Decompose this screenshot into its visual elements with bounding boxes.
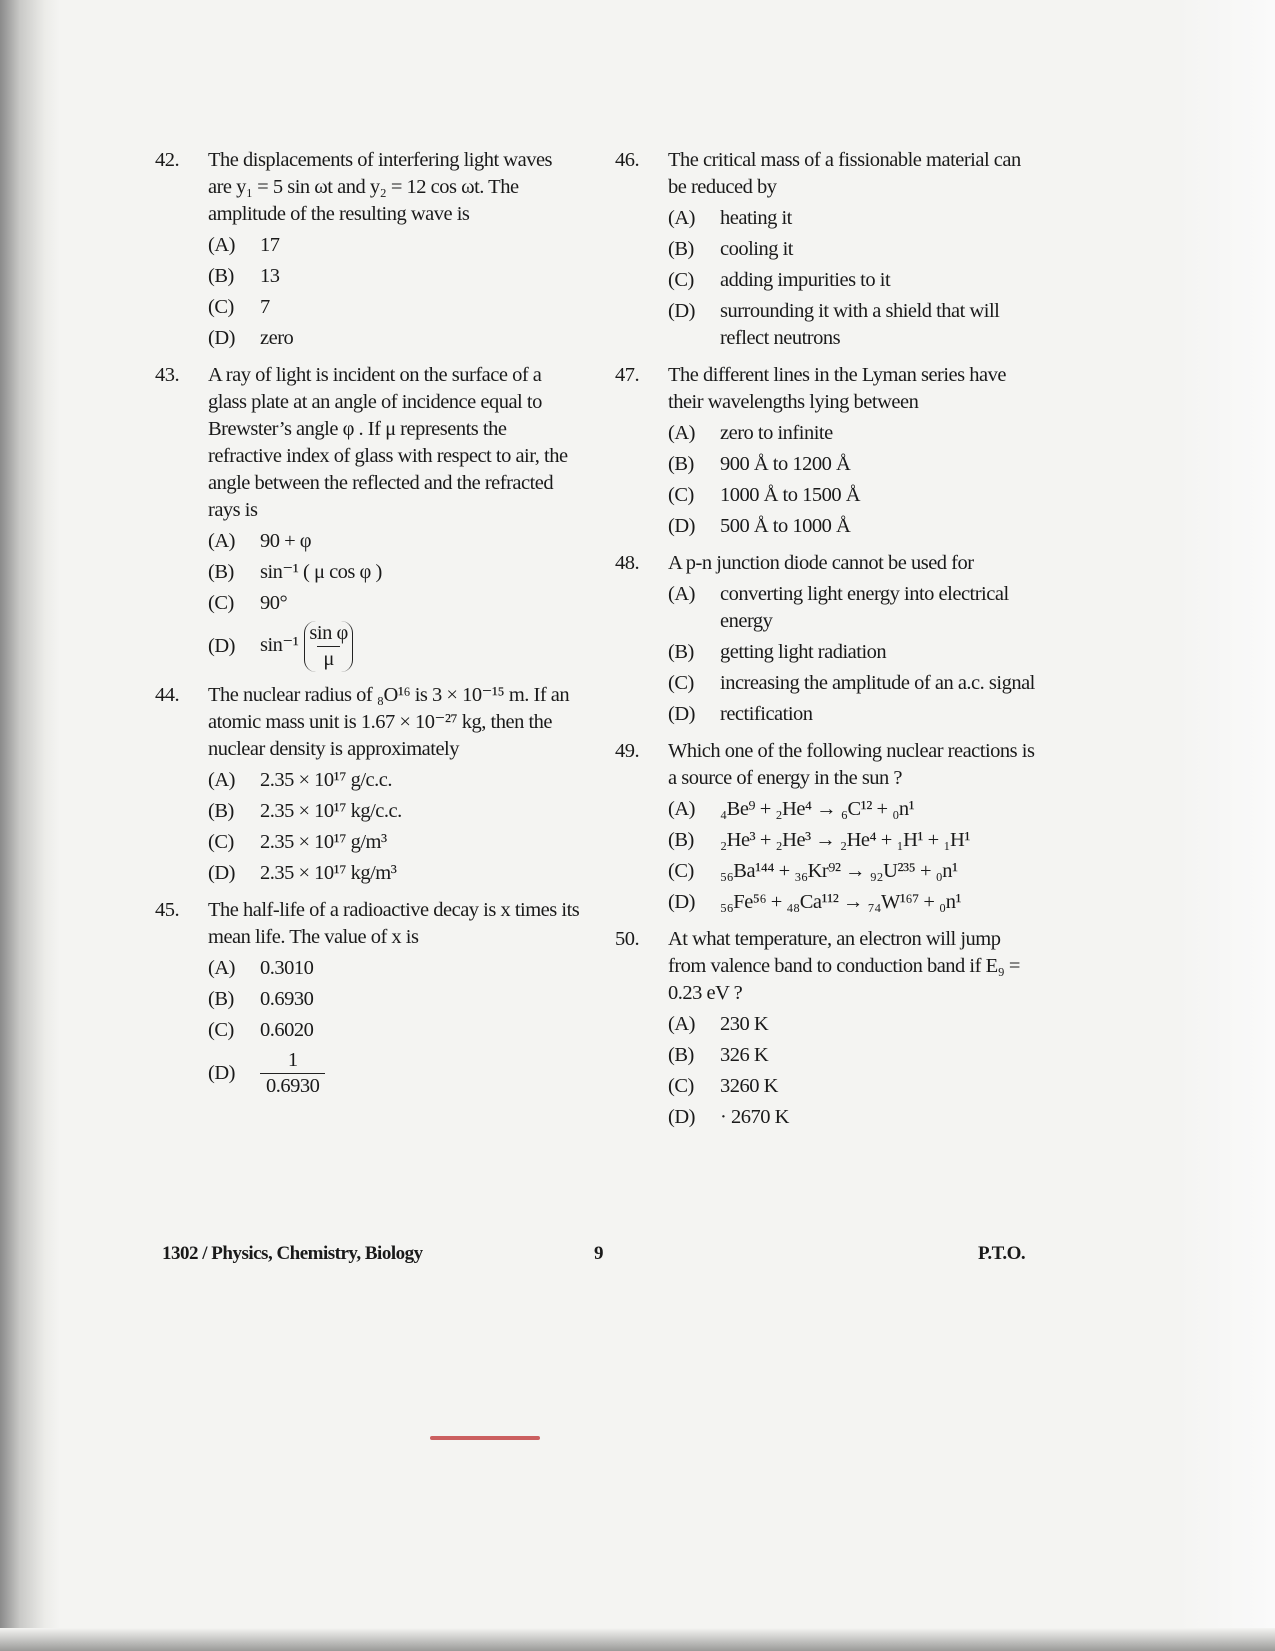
option-label: (A) bbox=[208, 530, 235, 552]
question-43 bbox=[155, 362, 580, 672]
option-value: sin⁻¹ ( μ cos φ ) bbox=[260, 561, 382, 583]
option-value: 230 K bbox=[720, 1013, 769, 1035]
option-text bbox=[720, 889, 1040, 916]
option-label: (C) bbox=[208, 1019, 234, 1041]
option-text bbox=[720, 267, 1040, 294]
fraction-denominator: 0.6930 bbox=[260, 1073, 325, 1099]
question-45 bbox=[155, 897, 580, 1099]
answer-option bbox=[668, 1073, 1040, 1100]
answer-option bbox=[668, 1042, 1040, 1069]
answer-option bbox=[208, 955, 580, 982]
question-number: 43. bbox=[155, 364, 180, 386]
option-text bbox=[260, 559, 580, 586]
option-label: (B) bbox=[208, 561, 234, 583]
answer-option bbox=[668, 827, 1040, 854]
answer-option bbox=[668, 858, 1040, 885]
option-label: (D) bbox=[208, 1062, 235, 1084]
option-text bbox=[720, 451, 1040, 478]
question-number: 46. bbox=[615, 149, 640, 171]
fraction-numerator: sin φ bbox=[309, 622, 348, 644]
question-number: 44. bbox=[155, 684, 180, 706]
option-value: 1000 Å to 1500 Å bbox=[720, 484, 861, 506]
answer-option bbox=[668, 581, 1040, 635]
option-text bbox=[260, 986, 580, 1013]
option-text bbox=[720, 420, 1040, 447]
option-value: 7 bbox=[260, 296, 270, 318]
option-text bbox=[720, 1042, 1040, 1069]
option-label: (D) bbox=[668, 300, 695, 322]
option-label: (C) bbox=[668, 860, 694, 882]
answer-option bbox=[208, 767, 580, 794]
option-value: · 2670 K bbox=[720, 1106, 789, 1128]
answer-option bbox=[208, 590, 580, 617]
option-value: 500 Å to 1000 Å bbox=[720, 515, 851, 537]
answer-option bbox=[668, 670, 1040, 697]
option-label: (C) bbox=[208, 592, 234, 614]
question-stem: The displacements of interfering light waves are y₁ = 5 sin ωt and y₂ = 12 cos ωt. The amplitude of the resulting wave is bbox=[208, 149, 553, 225]
option-label: (A) bbox=[668, 1013, 695, 1035]
option-text bbox=[260, 860, 580, 887]
option-value: getting light radiation bbox=[720, 641, 887, 663]
option-label: (B) bbox=[208, 800, 234, 822]
option-label: (D) bbox=[208, 327, 235, 349]
option-text bbox=[720, 701, 1040, 728]
option-label: (B) bbox=[208, 265, 234, 287]
option-label: (A) bbox=[668, 207, 695, 229]
option-text bbox=[720, 796, 1040, 823]
answer-option bbox=[668, 298, 1040, 352]
option-value: ₂He³ + ₂He³ → ₂He⁴ + ₁H¹ + ₁H¹ bbox=[720, 829, 970, 851]
question-47 bbox=[615, 362, 1040, 540]
answer-option bbox=[208, 860, 580, 887]
question-stem: The nuclear radius of ₈O¹⁶ is 3 × 10⁻¹⁵ m. If an atomic mass unit is 1.67 × 10⁻²⁷ kg, then the nuclear density is approximately bbox=[208, 684, 570, 760]
question-44 bbox=[155, 682, 580, 887]
answer-option bbox=[668, 205, 1040, 232]
question-42 bbox=[155, 147, 580, 352]
option-value: 2.35 × 10¹⁷ kg/c.c. bbox=[260, 800, 402, 822]
answer-option bbox=[208, 528, 580, 555]
option-label: (B) bbox=[668, 641, 694, 663]
option-label: (A) bbox=[668, 798, 695, 820]
option-label: (C) bbox=[668, 1075, 694, 1097]
option-text bbox=[260, 325, 580, 352]
answer-option bbox=[208, 263, 580, 290]
scan-right-margin bbox=[1175, 0, 1275, 1651]
option-value: zero to infinite bbox=[720, 422, 833, 444]
option-value: 13 bbox=[260, 265, 280, 287]
option-text bbox=[720, 513, 1040, 540]
answer-option bbox=[208, 1048, 580, 1099]
please-turn-over: P.T.O. bbox=[978, 1243, 1026, 1264]
answer-option bbox=[668, 236, 1040, 263]
question-46 bbox=[615, 147, 1040, 352]
option-text bbox=[260, 294, 580, 321]
option-text bbox=[260, 1017, 580, 1044]
question-number: 47. bbox=[615, 364, 640, 386]
option-value: 90° bbox=[260, 592, 288, 614]
option-text bbox=[720, 298, 1040, 352]
paren-group bbox=[304, 621, 352, 672]
option-label: (B) bbox=[668, 453, 694, 475]
option-value: 3260 K bbox=[720, 1075, 778, 1097]
question-stem: At what temperature, an electron will jump from valence band to conduction band if E₉ = 0.23 eV ? bbox=[668, 928, 1020, 1004]
fraction bbox=[309, 621, 347, 672]
answer-option bbox=[668, 482, 1040, 509]
option-value: 90 + φ bbox=[260, 530, 312, 552]
answer-option bbox=[668, 420, 1040, 447]
option-text bbox=[720, 639, 1040, 666]
question-number: 48. bbox=[615, 552, 640, 574]
option-value: 2.35 × 10¹⁷ kg/m³ bbox=[260, 862, 397, 884]
option-value: cooling it bbox=[720, 238, 794, 260]
option-label: (A) bbox=[668, 422, 695, 444]
option-text bbox=[260, 1048, 580, 1099]
question-48 bbox=[615, 550, 1040, 728]
answer-option bbox=[668, 639, 1040, 666]
answer-option bbox=[668, 1104, 1040, 1131]
option-value: 2.35 × 10¹⁷ g/m³ bbox=[260, 831, 387, 853]
option-text bbox=[720, 1073, 1040, 1100]
option-value: 17 bbox=[260, 234, 280, 256]
answer-option bbox=[668, 513, 1040, 540]
option-text bbox=[720, 670, 1040, 697]
option-text bbox=[720, 482, 1040, 509]
answer-option bbox=[208, 829, 580, 856]
option-value: adding impurities to it bbox=[720, 269, 891, 291]
option-label: (D) bbox=[668, 891, 695, 913]
fraction-denominator: μ bbox=[317, 646, 340, 672]
option-value: converting light energy into electrical energy bbox=[720, 583, 1009, 632]
option-text bbox=[720, 236, 1040, 263]
option-value: 0.6020 bbox=[260, 1019, 314, 1041]
question-stem: The half-life of a radioactive decay is x times its mean life. The value of x is bbox=[208, 899, 580, 948]
option-label: (C) bbox=[208, 831, 234, 853]
scan-bottom-edge bbox=[0, 1628, 1275, 1651]
option-label: (D) bbox=[668, 515, 695, 537]
option-value: zero bbox=[260, 327, 294, 349]
answer-option bbox=[668, 1011, 1040, 1038]
option-label: (C) bbox=[668, 672, 694, 694]
option-label: (D) bbox=[208, 862, 235, 884]
option-label: (B) bbox=[668, 1044, 694, 1066]
answer-option bbox=[208, 621, 580, 672]
option-value: ₄Be⁹ + ₂He⁴ → ₆C¹² + ₀n¹ bbox=[720, 798, 915, 820]
question-number: 45. bbox=[155, 899, 180, 921]
option-label: (A) bbox=[208, 234, 235, 256]
option-text bbox=[260, 590, 580, 617]
scan-binding-shadow bbox=[0, 0, 60, 1651]
question-50 bbox=[615, 926, 1040, 1131]
answer-option bbox=[208, 986, 580, 1013]
option-value: surrounding it with a shield that will reflect neutrons bbox=[720, 300, 1000, 349]
question-49 bbox=[615, 738, 1040, 916]
option-label: (C) bbox=[668, 484, 694, 506]
option-value: heating it bbox=[720, 207, 792, 229]
option-text bbox=[260, 829, 580, 856]
question-stem: The critical mass of a fissionable material can be reduced by bbox=[668, 149, 1021, 198]
option-text bbox=[720, 858, 1040, 885]
option-text bbox=[260, 767, 580, 794]
right-column bbox=[615, 147, 1040, 1131]
option-label: (B) bbox=[668, 238, 694, 260]
answer-option bbox=[208, 294, 580, 321]
option-label: (D) bbox=[668, 703, 695, 725]
option-label: (B) bbox=[668, 829, 694, 851]
option-value: 0.3010 bbox=[260, 957, 314, 979]
option-value: rectification bbox=[720, 703, 813, 725]
option-value: ₅₆Fe⁵⁶ + ₄₈Ca¹¹² → ₇₄W¹⁶⁷ + ₀n¹ bbox=[720, 891, 962, 913]
question-stem: A ray of light is incident on the surface of a glass plate at an angle of incidence equal to Brewster’s angle φ . If μ represents the refractive index of glass with respect to air, the angle between the reflected and the refracted rays is bbox=[208, 364, 568, 521]
option-text bbox=[260, 263, 580, 290]
answer-option bbox=[208, 325, 580, 352]
option-text bbox=[260, 621, 580, 672]
question-stem: A p-n junction diode cannot be used for bbox=[668, 552, 974, 574]
answer-option bbox=[208, 559, 580, 586]
page-number: 9 bbox=[594, 1243, 603, 1264]
option-label: (A) bbox=[668, 583, 695, 605]
option-value: increasing the amplitude of an a.c. signal bbox=[720, 672, 1035, 694]
option-label: (B) bbox=[208, 988, 234, 1010]
option-text bbox=[260, 955, 580, 982]
answer-option bbox=[668, 889, 1040, 916]
answer-option bbox=[668, 451, 1040, 478]
question-number: 42. bbox=[155, 149, 180, 171]
option-text bbox=[720, 1011, 1040, 1038]
question-number: 49. bbox=[615, 740, 640, 762]
option-text bbox=[720, 1104, 1040, 1131]
option-label: (C) bbox=[668, 269, 694, 291]
option-label: (A) bbox=[208, 769, 235, 791]
fraction bbox=[260, 1048, 325, 1099]
option-text bbox=[260, 232, 580, 259]
option-text bbox=[720, 581, 1040, 635]
option-label: (A) bbox=[208, 957, 235, 979]
red-ink-mark bbox=[430, 1436, 540, 1440]
answer-option bbox=[208, 1017, 580, 1044]
option-text bbox=[260, 528, 580, 555]
answer-option bbox=[208, 798, 580, 825]
option-label: (D) bbox=[668, 1106, 695, 1128]
question-stem: The different lines in the Lyman series have their wavelengths lying between bbox=[668, 364, 1006, 413]
answer-option bbox=[668, 701, 1040, 728]
option-value: 326 K bbox=[720, 1044, 769, 1066]
question-number: 50. bbox=[615, 928, 640, 950]
option-value: sin⁻¹ bbox=[260, 634, 299, 657]
answer-option bbox=[668, 796, 1040, 823]
option-text bbox=[720, 827, 1040, 854]
answer-option bbox=[668, 267, 1040, 294]
option-value: ₅₆Ba¹⁴⁴ + ₃₆Kr⁹² → ₉₂U²³⁵ + ₀n¹ bbox=[720, 860, 958, 882]
option-text bbox=[260, 798, 580, 825]
option-label: (C) bbox=[208, 296, 234, 318]
fraction-numerator: 1 bbox=[287, 1049, 298, 1071]
left-column bbox=[155, 147, 580, 1099]
option-label: (D) bbox=[208, 635, 235, 657]
question-stem: Which one of the following nuclear reactions is a source of energy in the sun ? bbox=[668, 740, 1035, 789]
option-value: 0.6930 bbox=[260, 988, 314, 1010]
paper-code: 1302 / Physics, Chemistry, Biology bbox=[162, 1243, 423, 1264]
option-text bbox=[720, 205, 1040, 232]
option-value: 900 Å to 1200 Å bbox=[720, 453, 851, 475]
answer-option bbox=[208, 232, 580, 259]
option-value: 2.35 × 10¹⁷ g/c.c. bbox=[260, 769, 392, 791]
